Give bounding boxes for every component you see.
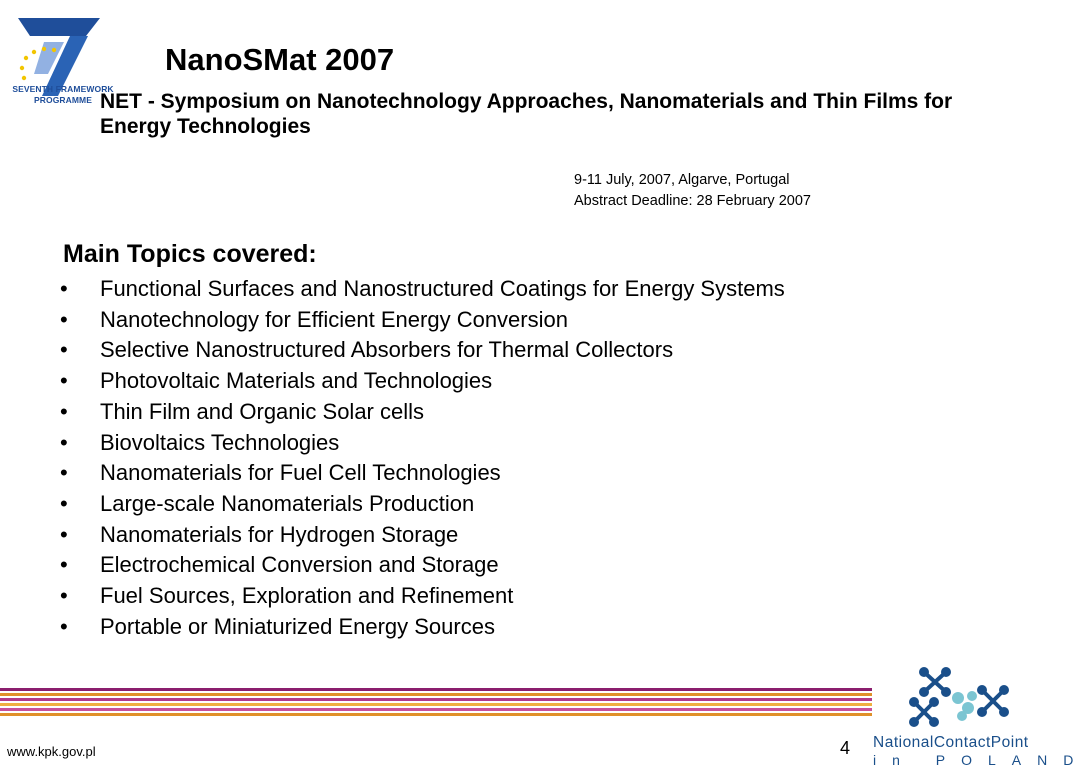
- event-info: [574, 170, 811, 212]
- list-item: [60, 520, 785, 551]
- stripe: [0, 698, 872, 701]
- list-item-text: Photovoltaic Materials and Technologies: [100, 368, 493, 394]
- stripe: [0, 688, 872, 691]
- list-item-text: Fuel Sources, Exploration and Refinement: [100, 583, 514, 609]
- list-item: [60, 274, 785, 305]
- bullet: •: [60, 613, 68, 639]
- ncp-logo-text: NationalContactPoint: [873, 734, 1029, 751]
- list-item: [60, 550, 785, 581]
- abstract-deadline: Abstract Deadline: 28 February 2007: [574, 193, 811, 209]
- list-item-text: Electrochemical Conversion and Storage: [100, 552, 499, 578]
- list-item-text: Thin Film and Organic Solar cells: [100, 398, 425, 424]
- bullet: •: [60, 490, 68, 516]
- stripe: [0, 713, 872, 716]
- molecule-icon: [870, 660, 1024, 732]
- list-item-text: Nanomaterials for Fuel Cell Technologies: [100, 460, 501, 486]
- bullet: •: [60, 398, 68, 424]
- list-item-text: Nanomaterials for Hydrogen Storage: [100, 521, 459, 547]
- list-item-text: Nanotechnology for Efficient Energy Conversion: [100, 306, 568, 332]
- list-item: [60, 428, 785, 459]
- bullet: •: [60, 583, 68, 609]
- list-item: [60, 305, 785, 336]
- event-date-location: 9-11 July, 2007, Algarve, Portugal: [574, 172, 790, 188]
- page-title: NanoSMat 2007: [165, 42, 395, 77]
- bullet: •: [60, 368, 68, 394]
- bullet: •: [60, 552, 68, 578]
- fp7-logo-text-line2: PROGRAMME: [33, 95, 93, 105]
- bullet: •: [60, 337, 68, 363]
- list-item: [60, 612, 785, 643]
- footer-url[interactable]: www.kpk.gov.pl: [7, 744, 96, 759]
- list-item: [60, 458, 785, 489]
- topics-heading: Main Topics covered:: [63, 240, 317, 268]
- list-item-text: Functional Surfaces and Nanostructured Coatings for Energy Systems: [100, 276, 785, 301]
- topics-list: [60, 274, 785, 642]
- list-item: [60, 581, 785, 612]
- list-item-text: Large-scale Nanomaterials Production: [100, 490, 475, 516]
- stripe: [0, 708, 872, 711]
- stripe: [0, 703, 872, 706]
- list-item-text: Selective Nanostructured Absorbers for Thermal Collectors: [100, 337, 674, 363]
- ncp-logo-subtext: in POLAND: [873, 752, 1089, 768]
- footer-stripes: [0, 688, 872, 718]
- list-item-text: Portable or Miniaturized Energy Sources: [100, 613, 495, 639]
- bullet: •: [60, 460, 68, 486]
- list-item: [60, 489, 785, 520]
- bullet: •: [60, 429, 68, 455]
- page-number: 4: [840, 738, 851, 758]
- fp7-logo-text-line1: SEVENTH FRAMEWORK: [12, 84, 114, 94]
- list-item: [60, 366, 785, 397]
- stripe: [0, 693, 872, 696]
- list-item: [60, 335, 785, 366]
- bullet: •: [60, 276, 68, 301]
- ncp-logo: [870, 660, 1089, 768]
- list-item-text: Biovoltaics Technologies: [100, 429, 340, 455]
- bullet: •: [60, 306, 68, 332]
- page-subtitle: NET - Symposium on Nanotechnology Approaches, Nanomaterials and Thin Films for Energy Technologies: [100, 90, 953, 138]
- bullet: •: [60, 521, 68, 547]
- list-item: [60, 397, 785, 428]
